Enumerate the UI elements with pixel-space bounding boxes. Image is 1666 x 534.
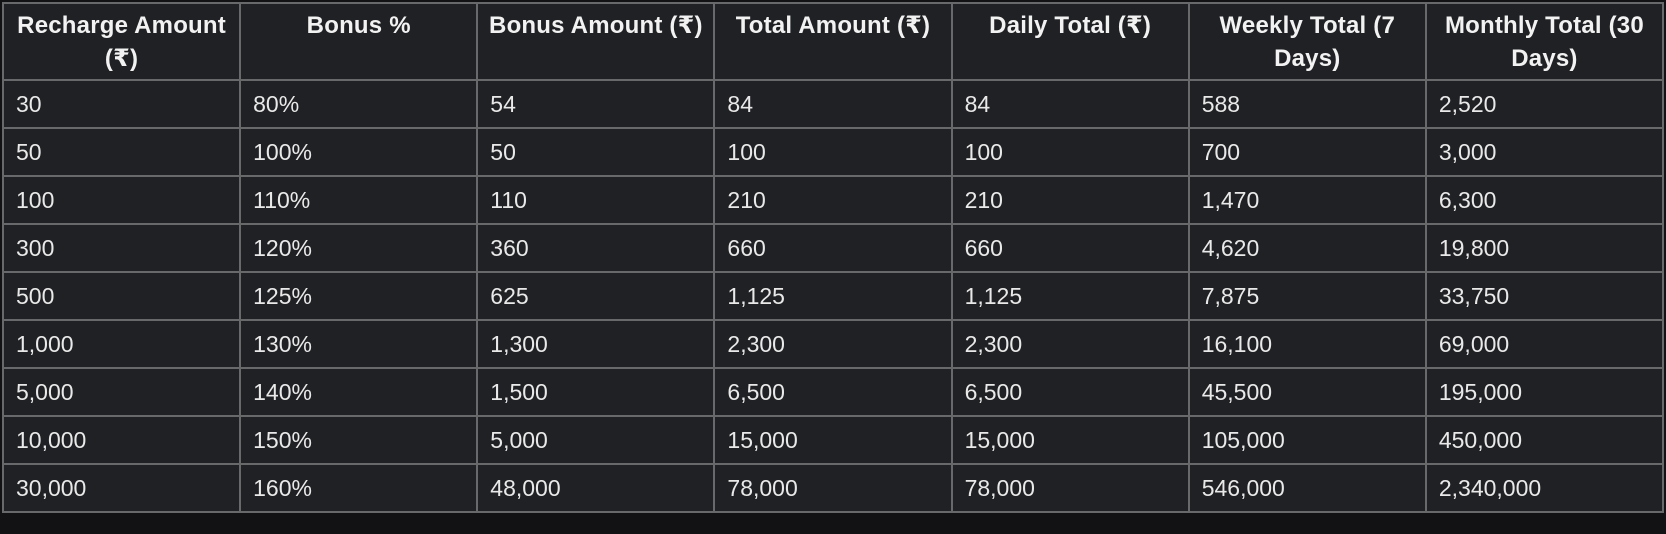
table-cell: 140% [240,368,477,416]
table-cell: 1,125 [714,272,951,320]
table-cell: 19,800 [1426,224,1663,272]
column-header-weekly-total: Weekly Total (7 Days) [1189,3,1426,80]
table-cell: 110% [240,176,477,224]
table-row [3,464,1663,512]
column-header-bonus-amount: Bonus Amount (₹) [477,3,714,80]
table-cell: 5,000 [477,416,714,464]
table-cell: 1,300 [477,320,714,368]
table-cell: 120% [240,224,477,272]
table-cell: 100% [240,128,477,176]
recharge-bonus-table [2,2,1664,513]
table-cell: 660 [952,224,1189,272]
table-cell: 6,300 [1426,176,1663,224]
column-header-total-amount: Total Amount (₹) [714,3,951,80]
table-body [3,80,1663,512]
table-cell: 84 [714,80,951,128]
table-cell: 210 [714,176,951,224]
table-cell: 1,470 [1189,176,1426,224]
table-cell: 4,620 [1189,224,1426,272]
table-cell: 54 [477,80,714,128]
table-row [3,416,1663,464]
table-cell: 10,000 [3,416,240,464]
table-cell: 78,000 [952,464,1189,512]
table-cell: 1,125 [952,272,1189,320]
table-cell: 100 [952,128,1189,176]
table-cell: 105,000 [1189,416,1426,464]
table-cell: 110 [477,176,714,224]
table-cell: 546,000 [1189,464,1426,512]
header-row [3,3,1663,80]
table-cell: 625 [477,272,714,320]
table-row [3,368,1663,416]
table-cell: 660 [714,224,951,272]
table-cell: 210 [952,176,1189,224]
column-header-monthly-total: Monthly Total (30 Days) [1426,3,1663,80]
table-cell: 80% [240,80,477,128]
table-cell: 100 [714,128,951,176]
column-header-bonus-percent: Bonus % [240,3,477,80]
table-cell: 30,000 [3,464,240,512]
table-cell: 500 [3,272,240,320]
table-row [3,80,1663,128]
table-cell: 300 [3,224,240,272]
table-cell: 450,000 [1426,416,1663,464]
table-cell: 16,100 [1189,320,1426,368]
table-cell: 84 [952,80,1189,128]
table-cell: 160% [240,464,477,512]
table-cell: 15,000 [952,416,1189,464]
table-header [3,3,1663,80]
table-cell: 30 [3,80,240,128]
table-cell: 3,000 [1426,128,1663,176]
table-cell: 1,500 [477,368,714,416]
table-row [3,176,1663,224]
table-cell: 48,000 [477,464,714,512]
table-cell: 2,340,000 [1426,464,1663,512]
table-cell: 15,000 [714,416,951,464]
table-cell: 78,000 [714,464,951,512]
table-cell: 45,500 [1189,368,1426,416]
table-cell: 2,520 [1426,80,1663,128]
table-cell: 150% [240,416,477,464]
column-header-daily-total: Daily Total (₹) [952,3,1189,80]
table-cell: 33,750 [1426,272,1663,320]
table-row [3,128,1663,176]
table-cell: 5,000 [3,368,240,416]
table-cell: 2,300 [952,320,1189,368]
column-header-recharge-amount: Recharge Amount (₹) [3,3,240,80]
table-cell: 7,875 [1189,272,1426,320]
table-cell: 125% [240,272,477,320]
table-row [3,320,1663,368]
table-cell: 100 [3,176,240,224]
table-cell: 50 [477,128,714,176]
table-cell: 69,000 [1426,320,1663,368]
table-cell: 130% [240,320,477,368]
table-cell: 195,000 [1426,368,1663,416]
table-row [3,272,1663,320]
table-cell: 50 [3,128,240,176]
table-cell: 700 [1189,128,1426,176]
table-cell: 1,000 [3,320,240,368]
table-cell: 588 [1189,80,1426,128]
table-cell: 6,500 [952,368,1189,416]
table-row [3,224,1663,272]
table-cell: 2,300 [714,320,951,368]
table-cell: 6,500 [714,368,951,416]
table-cell: 360 [477,224,714,272]
